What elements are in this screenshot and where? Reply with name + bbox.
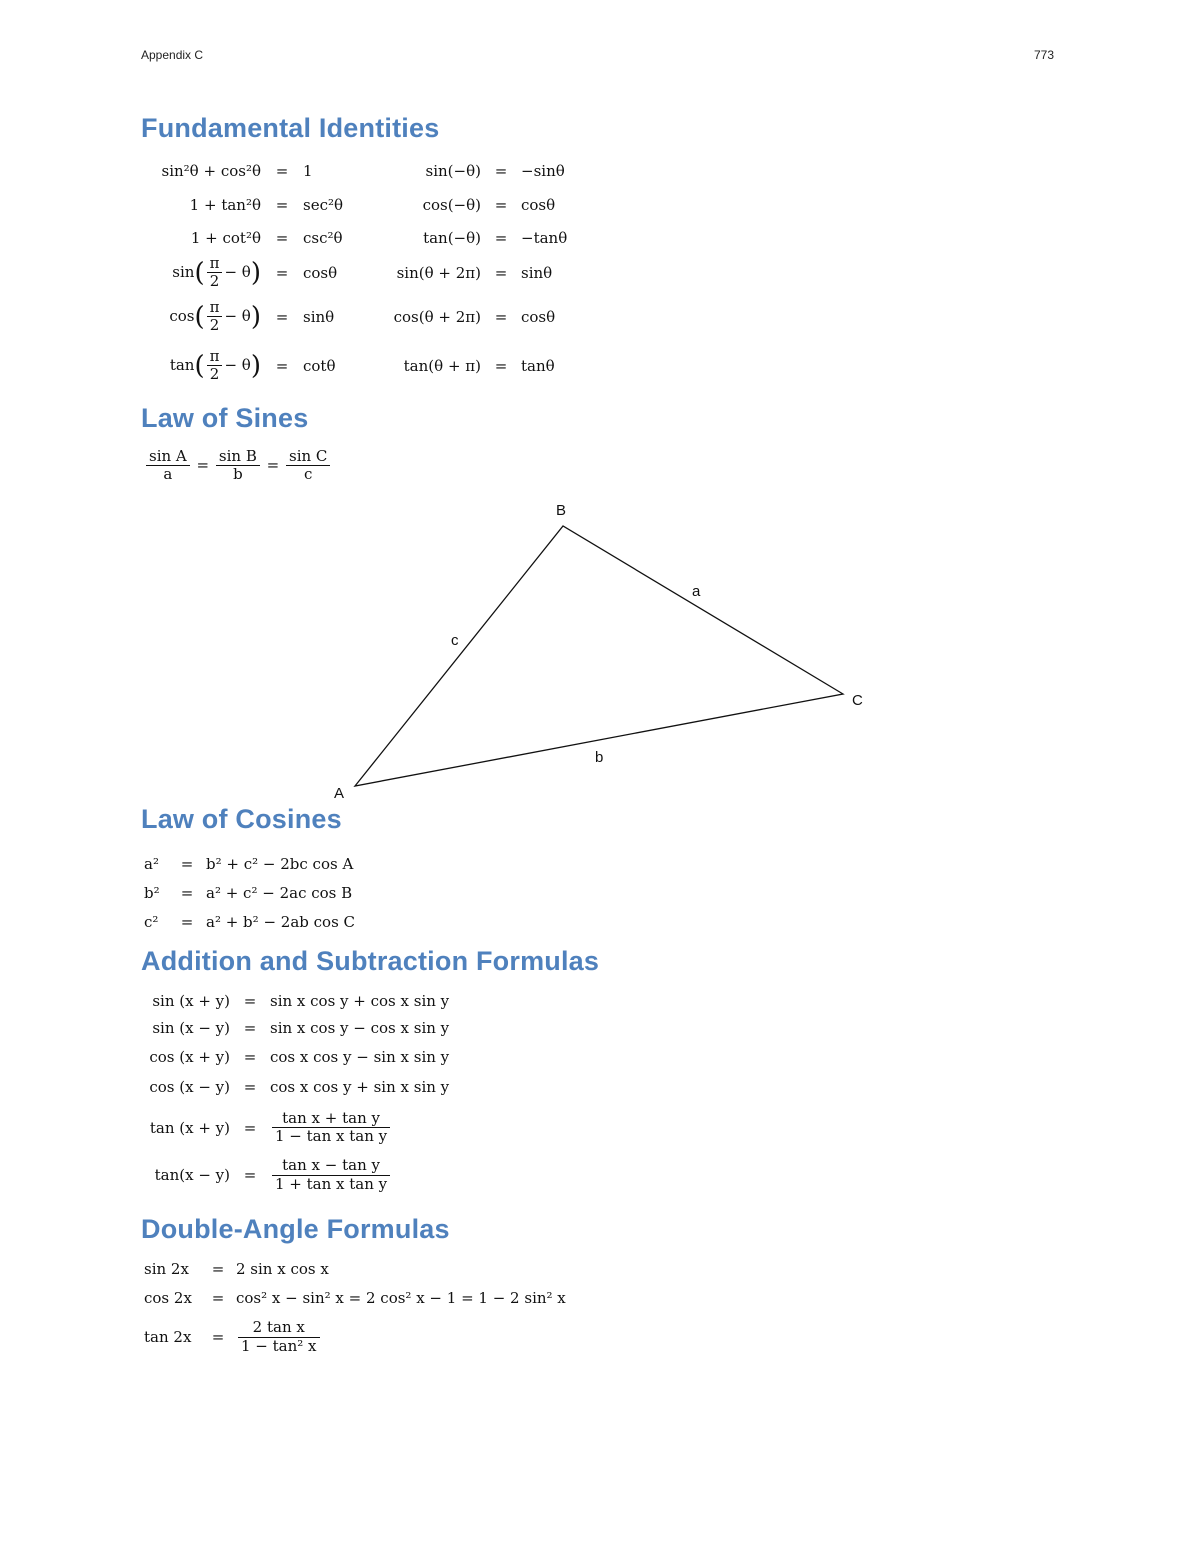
equation-rhs: a² + c² − 2ac cos B xyxy=(206,883,353,902)
side-label-a: a xyxy=(692,583,701,600)
paren-open: ( xyxy=(194,301,205,332)
equals-sign: = xyxy=(243,1019,257,1037)
paren-close: ) xyxy=(250,301,261,332)
equation-row xyxy=(144,1102,480,1153)
function-name: sin xyxy=(172,262,195,281)
triangle-outline xyxy=(355,526,843,786)
vertex-label-b: B xyxy=(556,502,567,519)
equals-sign: = xyxy=(243,1077,257,1096)
equals-sign: = xyxy=(243,1118,257,1137)
equation-rhs: b² + c² − 2bc cos A xyxy=(206,854,354,873)
heading-addition-subtraction: Addition and Subtraction Formulas xyxy=(141,946,600,976)
equation-row xyxy=(144,1014,480,1042)
side-label-c: c xyxy=(451,632,459,649)
addition-formulas-table xyxy=(144,987,480,1197)
equation-row xyxy=(144,907,406,936)
fraction xyxy=(272,1110,390,1146)
identity-rhs: cosθ xyxy=(521,195,556,214)
identity-lhs: sin(θ + 2π) xyxy=(396,263,481,282)
equation-rhs xyxy=(270,1153,480,1197)
identity-rhs: sec²θ xyxy=(303,195,344,214)
theta-term: − θ xyxy=(224,262,251,281)
paren-open: ( xyxy=(194,257,205,288)
equation-rhs: sin x cos y + cos x sin y xyxy=(270,991,450,1010)
identity-rhs: tanθ xyxy=(521,356,555,375)
identity-rhs: sinθ xyxy=(303,307,335,326)
equation-lhs: sin (x − y) xyxy=(152,1019,230,1037)
equals-sign: = xyxy=(275,195,289,214)
paren-close: ) xyxy=(250,257,261,288)
fraction-denominator: 2 xyxy=(209,272,220,291)
equation-rhs: cos x cos y + sin x sin y xyxy=(270,1077,450,1096)
fraction-denominator: b xyxy=(233,465,243,484)
heading-law-of-cosines: Law of Cosines xyxy=(141,804,342,834)
identity-rhs: −sinθ xyxy=(521,162,565,180)
equals-sign: = xyxy=(275,307,289,326)
equation-lhs: sin (x + y) xyxy=(152,991,230,1010)
identity-rhs: cosθ xyxy=(303,263,338,282)
fraction-denominator: 1 − tan² x xyxy=(241,1336,317,1355)
identity-rhs: sinθ xyxy=(521,263,553,282)
equals-sign: = xyxy=(494,162,508,180)
identity-lhs: 1 + cot²θ xyxy=(190,229,261,247)
equals-sign: = xyxy=(243,1047,257,1066)
identity-rhs: csc²θ xyxy=(303,229,343,247)
identity-lhs: 1 + tan²θ xyxy=(189,195,261,214)
equals-sign: = xyxy=(180,854,194,873)
equation-row xyxy=(144,849,406,878)
heading-law-of-sines: Law of Sines xyxy=(141,403,309,433)
equation-rhs: 2 sin x cos x xyxy=(236,1260,329,1278)
identity-rhs: −tanθ xyxy=(521,229,568,247)
equals-sign: = xyxy=(275,263,289,282)
equation-lhs: cos (x − y) xyxy=(149,1077,230,1096)
fraction-numerator: π xyxy=(207,299,223,317)
equation-lhs: cos 2x xyxy=(144,1289,192,1307)
equation-lhs: cos (x + y) xyxy=(149,1047,230,1066)
identity-rhs: 1 xyxy=(303,162,313,180)
fraction-denominator: 1 + tan x tan y xyxy=(275,1174,388,1193)
equals-sign: = xyxy=(494,195,508,214)
equals-sign: = xyxy=(211,1289,225,1307)
equation-lhs: tan (x + y) xyxy=(149,1118,230,1137)
equals-sign: = xyxy=(180,883,194,902)
identity-rhs: cosθ xyxy=(521,307,556,326)
equation-row xyxy=(144,1071,480,1102)
fraction-numerator: π xyxy=(207,348,223,366)
identity-lhs: tan(θ + π) xyxy=(403,356,481,375)
identity-lhs: cos(θ + 2π) xyxy=(393,307,481,326)
theta-term: − θ xyxy=(224,355,251,374)
equation-lhs: a² xyxy=(144,854,159,873)
equals-sign: = xyxy=(243,991,257,1010)
equals-sign: = xyxy=(275,356,289,375)
theta-term: − θ xyxy=(224,306,251,325)
equation-row xyxy=(144,878,406,907)
identity-lhs: sin(−θ) xyxy=(425,162,481,180)
double-angle-table xyxy=(144,1255,596,1361)
fraction-denominator: a xyxy=(163,465,173,484)
equation-rhs xyxy=(236,1313,596,1361)
equation-lhs: sin 2x xyxy=(144,1260,189,1278)
identity-lhs: sin²θ + cos²θ xyxy=(161,162,261,180)
heading-fundamental-identities: Fundamental Identities xyxy=(141,113,440,143)
equation-row xyxy=(144,1255,596,1283)
equation-rhs: cos² x − sin² x = 2 cos² x − 1 = 1 − 2 sin² x xyxy=(236,1289,566,1307)
equation-lhs: c² xyxy=(144,912,159,931)
law-of-cosines-table xyxy=(144,849,406,936)
identity-lhs: cos(−θ) xyxy=(422,195,481,214)
equals-sign: = xyxy=(243,1166,257,1184)
equation-rhs: sin x cos y − cos x sin y xyxy=(270,1019,450,1037)
equation-lhs: tan 2x xyxy=(144,1328,192,1346)
equation-rhs: cos x cos y − sin x sin y xyxy=(270,1047,450,1066)
equation-rhs xyxy=(270,1102,480,1153)
fraction-numerator: sin B xyxy=(216,448,260,466)
equation-row xyxy=(144,1042,480,1071)
fraction-numerator: sin A xyxy=(146,448,190,466)
paren-open: ( xyxy=(194,350,205,381)
equation-rhs: a² + b² − 2ab cos C xyxy=(206,912,356,931)
equals-sign: = xyxy=(211,1260,225,1278)
equals-sign: = xyxy=(494,229,508,247)
fraction-numerator: sin C xyxy=(286,448,330,466)
page-number: 773 xyxy=(1034,48,1055,62)
fraction-denominator: 1 − tan x tan y xyxy=(275,1127,388,1145)
running-header-left: Appendix C xyxy=(141,48,204,62)
vertex-label-c: C xyxy=(852,692,863,709)
equals-sign: = xyxy=(275,229,289,247)
equals-sign: = xyxy=(494,356,508,375)
equation-lhs: b² xyxy=(144,883,160,902)
equals-sign: = xyxy=(494,263,508,282)
fraction-denominator: c xyxy=(304,465,313,484)
equation-row xyxy=(144,1153,480,1197)
equals-sign: = xyxy=(494,307,508,326)
identity-lhs: tan(−θ) xyxy=(423,229,481,247)
equation-row xyxy=(144,1283,596,1313)
equation-row xyxy=(144,1313,596,1361)
fraction-numerator: tan x + tan y xyxy=(272,1110,390,1128)
fraction xyxy=(272,1157,390,1193)
function-name: tan xyxy=(169,355,195,374)
equals-sign: = xyxy=(275,162,289,180)
equals-sign: = xyxy=(196,455,210,474)
paren-close: ) xyxy=(250,350,261,381)
equation-lhs: tan(x − y) xyxy=(154,1166,230,1184)
vertex-label-a: A xyxy=(334,785,345,802)
equation-row xyxy=(144,987,480,1014)
fraction-denominator: 2 xyxy=(209,316,220,334)
fraction-numerator: 2 tan x xyxy=(238,1319,320,1337)
fraction-numerator: tan x − tan y xyxy=(272,1157,390,1175)
side-label-b: b xyxy=(595,749,604,766)
function-name: cos xyxy=(169,306,195,325)
equals-sign: = xyxy=(266,455,280,474)
fraction xyxy=(238,1319,320,1355)
identity-rhs: cotθ xyxy=(303,356,336,375)
equals-sign: = xyxy=(180,912,194,931)
equals-sign: = xyxy=(211,1328,225,1346)
heading-double-angle: Double-Angle Formulas xyxy=(141,1214,450,1244)
fraction-numerator: π xyxy=(207,255,223,273)
fraction-denominator: 2 xyxy=(209,365,220,383)
